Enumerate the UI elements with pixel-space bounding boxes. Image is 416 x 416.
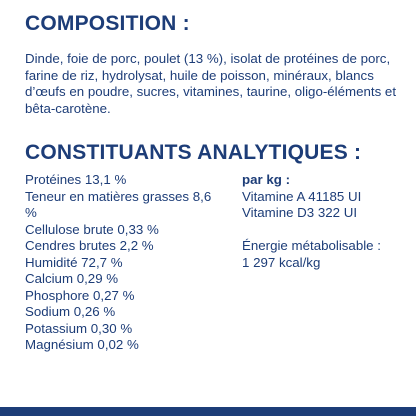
bottom-bar xyxy=(0,407,416,416)
analytics-item-phosphore: Phosphore 0,27 % xyxy=(25,287,135,303)
analytics-item-magnesium: Magnésium 0,02 % xyxy=(25,337,139,352)
analytics-item-calcium: Calcium 0,29 % xyxy=(25,271,119,286)
composition-heading: COMPOSITION : xyxy=(25,12,190,35)
analytics-item-sodium: Sodium 0,26 % xyxy=(25,304,116,319)
energy-value: 1 297 kcal/kg xyxy=(242,254,321,270)
vitamin-d3: Vitamine D3 322 UI xyxy=(242,205,358,220)
per-kg-label: par kg : xyxy=(242,172,291,187)
analytics-heading: CONSTITUANTS ANALYTIQUES : xyxy=(25,141,362,164)
analytics-item-cendres: Cendres brutes 2,2 % xyxy=(25,238,154,253)
vitamin-a: Vitamine A 41185 UI xyxy=(242,188,362,204)
analytics-item-humidite: Humidité 72,7 % xyxy=(25,254,123,270)
analytics-item-matieres-grasses: Teneur en matières grasses 8,6 % xyxy=(25,188,212,220)
analytics-item-cellulose: Cellulose brute 0,33 % xyxy=(25,221,159,237)
analytics-item-proteines: Protéines 13,1 % xyxy=(25,172,127,187)
analytics-item-potassium: Potassium 0,30 % xyxy=(25,320,133,336)
composition-text: Dinde, foie de porc, poulet (13 %), isolat de protéines de porc, farine de riz, hydrolysat, huile de poisson, minéraux, blancs d’œufs en poudre, sucres, vitamines, taurine, oligo-éléments et bêta-carotène. xyxy=(25,51,397,116)
analytics-list xyxy=(25,172,225,354)
energy-label: Énergie métabolisable : xyxy=(242,238,381,253)
per-kg-block xyxy=(242,172,412,271)
